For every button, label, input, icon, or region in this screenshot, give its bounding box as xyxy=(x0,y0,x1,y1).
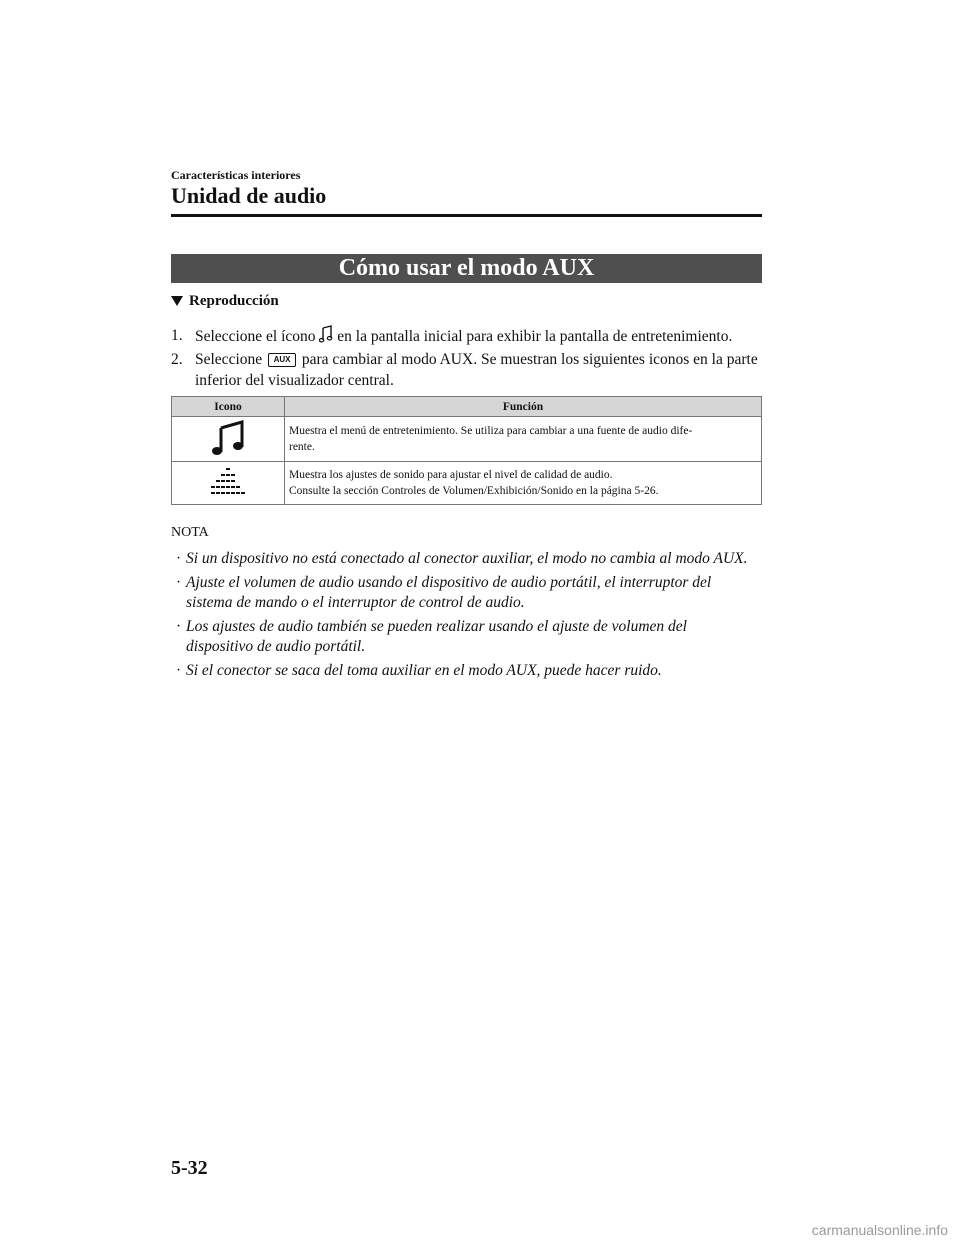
aux-icon: AUX xyxy=(268,353,296,367)
note-text: Si un dispositivo no está conectado al conector auxiliar, el modo no cambia al modo AUX. xyxy=(186,550,748,567)
note-text: Ajuste el volumen de audio usando el dispositivo de audio portátil, el interruptor del sistema de mando o el interruptor de control de audio. xyxy=(186,574,712,611)
function-text-line: Muestra el menú de entretenimiento. Se utiliza para cambiar a una fuente de audio dife- xyxy=(289,425,693,437)
table-header-icon: Icono xyxy=(172,397,285,417)
function-text-line: Consulte la sección Controles de Volumen/Exhibición/Sonido en la página 5-26. xyxy=(289,485,659,497)
note-item xyxy=(176,573,756,613)
note-text: Si el conector se saca del toma auxiliar en el modo AUX, puede hacer ruido. xyxy=(186,662,662,679)
steps-list xyxy=(171,325,771,393)
table-icon-cell xyxy=(172,462,285,505)
step-number: 2. xyxy=(171,351,183,368)
notes-list xyxy=(176,549,756,685)
note-text: Los ajustes de audio también se pueden realizar usando el ajuste de volumen del dispositivo de audio portátil. xyxy=(186,618,687,655)
step-text-before: Seleccione el ícono xyxy=(195,328,316,345)
function-text-line: Muestra los ajustes de sonido para ajustar el nivel de calidad de audio. xyxy=(289,469,613,481)
watermark: carmanualsonline.info xyxy=(811,1222,948,1238)
step-item xyxy=(171,325,771,347)
music-note-icon xyxy=(319,325,333,343)
step-text-after: para cambiar al modo AUX. Se muestran los siguientes iconos en la parte inferior del visualizador central. xyxy=(195,351,758,389)
title-rule xyxy=(171,214,762,217)
note-item xyxy=(176,549,756,569)
icon-function-table xyxy=(171,396,762,505)
page-title: Unidad de audio xyxy=(171,183,327,208)
table-function-cell xyxy=(285,417,762,462)
bullet-icon: · xyxy=(176,618,182,635)
section-label: Características interiores xyxy=(171,168,301,182)
note-item xyxy=(176,617,756,657)
table-icon-cell xyxy=(172,417,285,462)
bullet-icon: · xyxy=(176,574,182,591)
page-number: 5-32 xyxy=(171,1157,208,1179)
subheading-text: Reproducción xyxy=(189,293,279,309)
nota-label: NOTA xyxy=(171,525,209,540)
step-number: 1. xyxy=(171,327,183,344)
table-row xyxy=(172,417,762,462)
music-note-icon xyxy=(211,420,245,456)
table-header-row xyxy=(172,397,762,417)
bullet-icon: · xyxy=(176,550,182,567)
triangle-down-icon xyxy=(171,296,183,306)
note-item xyxy=(176,661,756,681)
step-text-after: en la pantalla inicial para exhibir la pantalla de entretenimiento. xyxy=(337,328,733,345)
table-function-cell xyxy=(285,462,762,505)
subheading xyxy=(171,293,279,310)
equalizer-icon xyxy=(209,466,247,498)
function-text-line: rente. xyxy=(289,441,315,453)
bullet-icon: · xyxy=(176,662,182,679)
step-text-before: Seleccione xyxy=(195,351,263,368)
table-header-function: Función xyxy=(285,397,762,417)
section-banner: Cómo usar el modo AUX xyxy=(171,254,762,283)
table-row xyxy=(172,462,762,505)
step-item xyxy=(171,349,771,391)
